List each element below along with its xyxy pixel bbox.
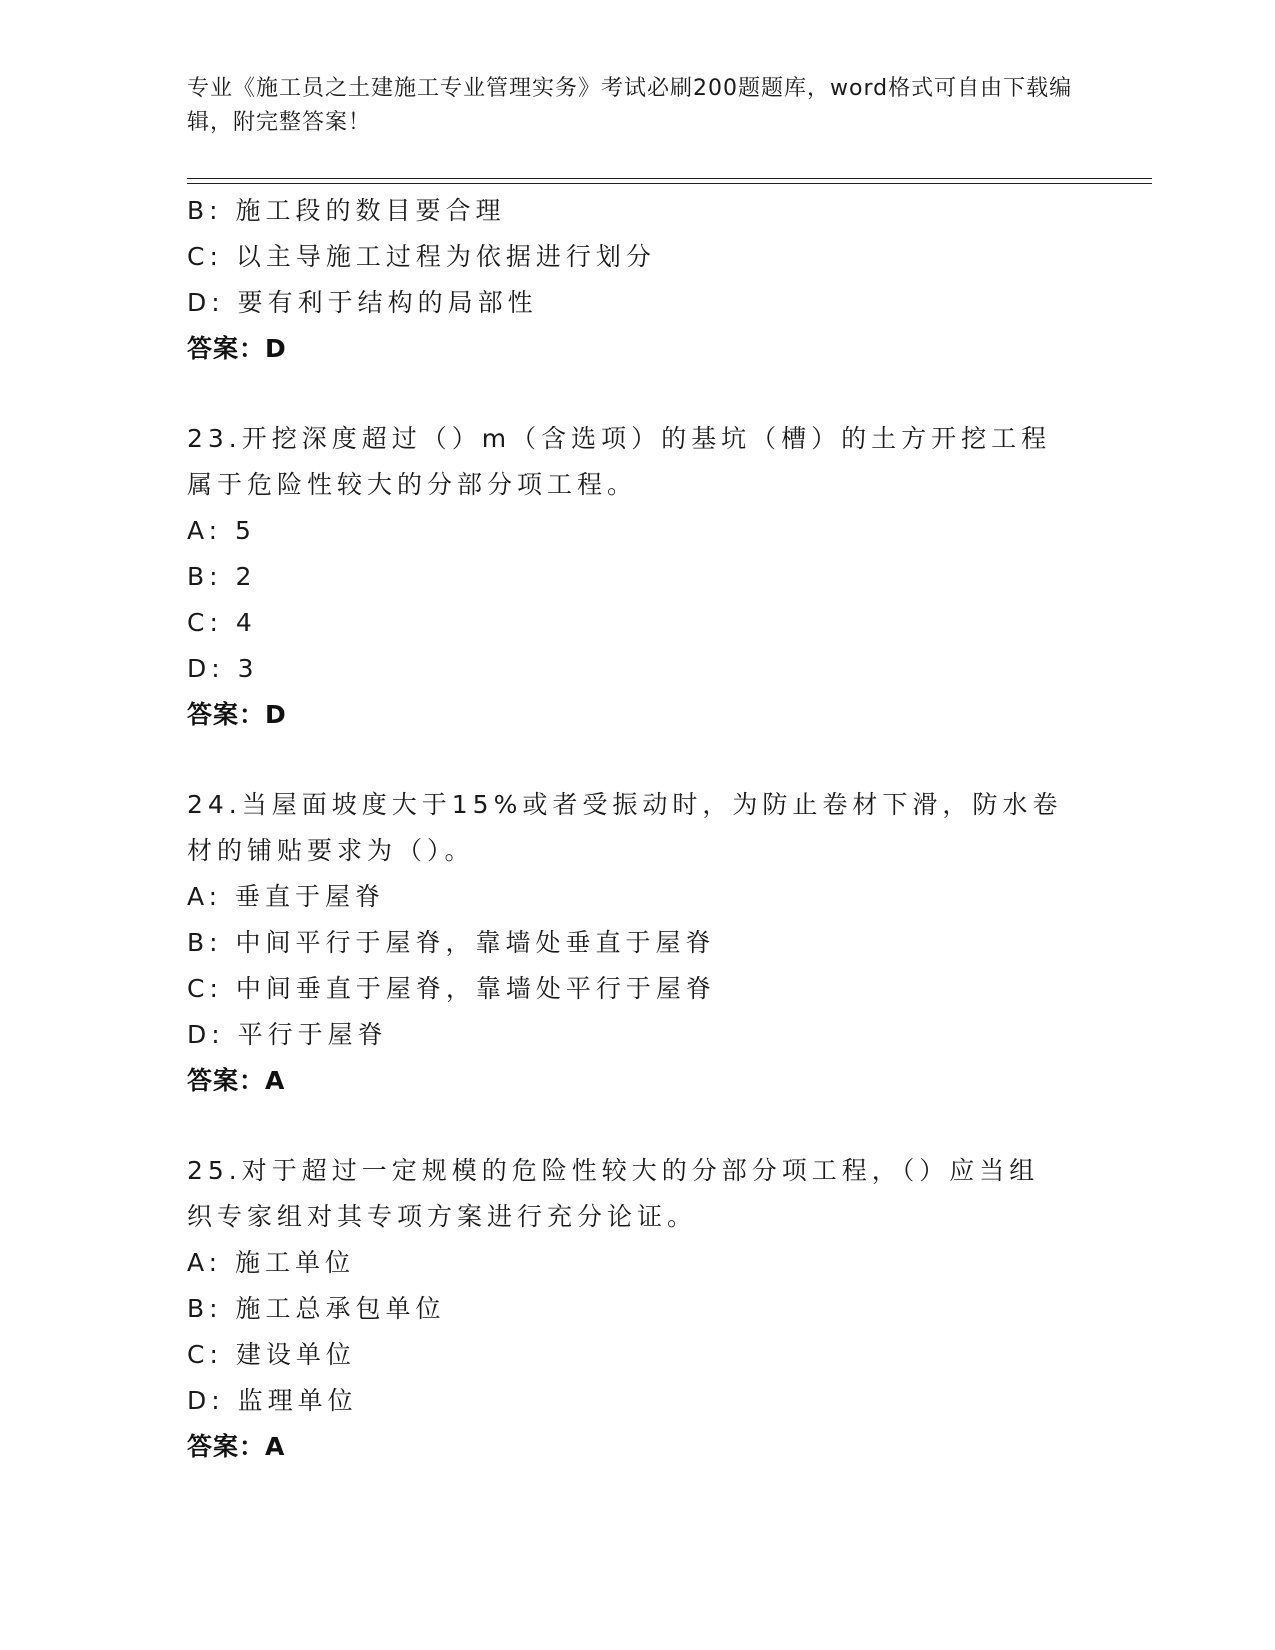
question-23 <box>187 416 1087 738</box>
option-a: A: 施工单位 <box>187 1248 356 1277</box>
question-22-continued <box>187 188 1087 372</box>
answer-line: 答案：D <box>187 334 287 363</box>
option-b: B: 2 <box>187 562 257 591</box>
option-c: C: 4 <box>187 608 257 637</box>
option-c: C: 中间垂直于屋脊，靠墙处平行于屋脊 <box>187 974 716 1003</box>
answer-line: 答案：A <box>187 1066 286 1095</box>
question-text: 25.对于超过一定规模的危险性较大的分部分项工程，（）应当组织专家组对其专项方案进行充分论证。 <box>187 1156 1040 1231</box>
question-text: 23.开挖深度超过（）m（含选项）的基坑（槽）的土方开挖工程属于危险性较大的分部分项工程。 <box>187 424 1052 499</box>
option-b: B: 施工段的数目要合理 <box>187 196 506 225</box>
question-list <box>187 188 1087 1470</box>
question-text: 24.当屋面坡度大于15%或者受振动时，为防止卷材下滑，防水卷材的铺贴要求为（）。 <box>187 790 1063 865</box>
option-b: B: 施工总承包单位 <box>187 1294 446 1323</box>
answer-line: 答案：A <box>187 1432 286 1461</box>
option-d: D: 监理单位 <box>187 1386 358 1415</box>
option-d: D: 平行于屋脊 <box>187 1020 388 1049</box>
option-c: C: 以主导施工过程为依据进行划分 <box>187 242 656 271</box>
header-divider-top <box>187 178 1152 179</box>
option-b: B: 中间平行于屋脊，靠墙处垂直于屋脊 <box>187 928 716 957</box>
answer-line: 答案：D <box>187 700 287 729</box>
option-c: C: 建设单位 <box>187 1340 356 1369</box>
option-a: A: 5 <box>187 516 256 545</box>
option-d: D: 要有利于结构的局部性 <box>187 288 538 317</box>
question-24 <box>187 782 1087 1104</box>
header-divider-bottom <box>187 183 1152 184</box>
question-25 <box>187 1148 1087 1470</box>
option-d: D: 3 <box>187 654 259 683</box>
document-header: 专业《施工员之土建施工专业管理实务》考试必刷200题题库，word格式可自由下载编辑，附完整答案！ <box>187 76 1073 135</box>
option-a: A: 垂直于屋脊 <box>187 882 386 911</box>
